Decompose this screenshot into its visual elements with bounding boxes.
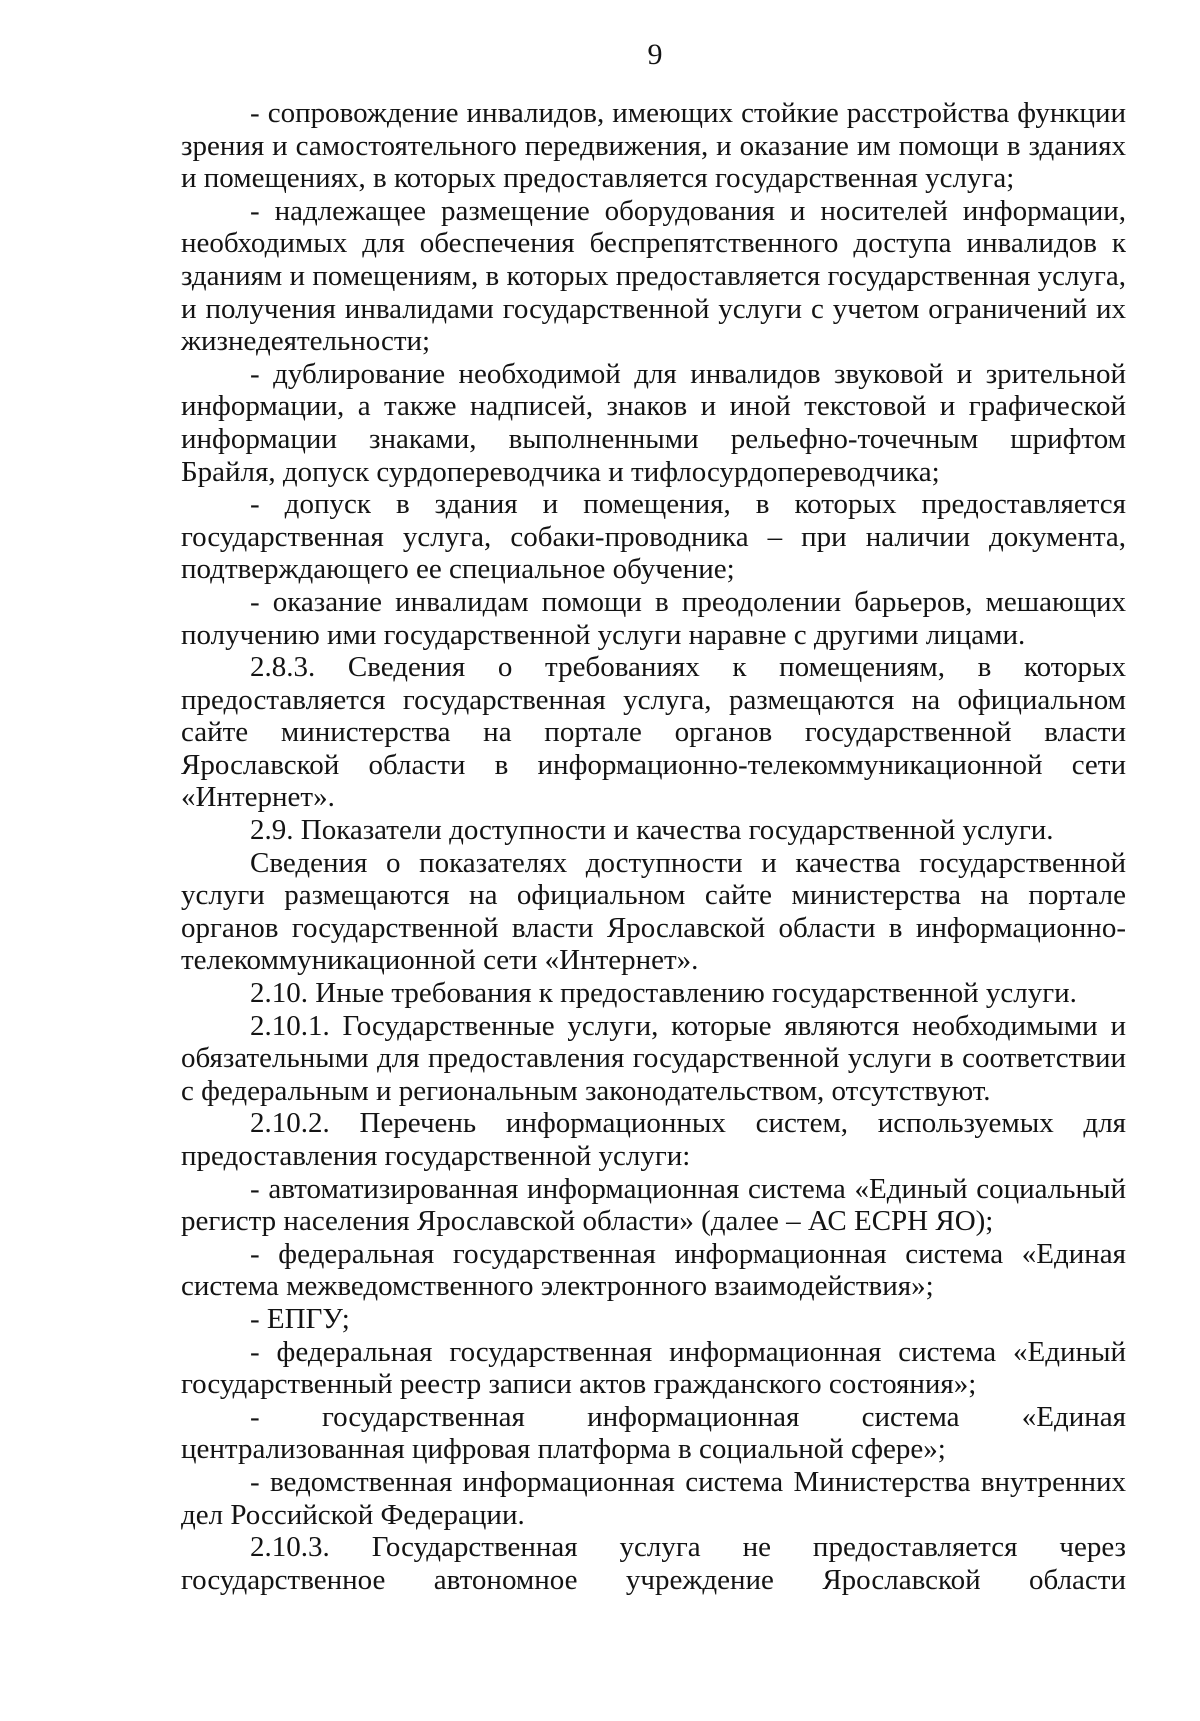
paragraph-escort-visually-impaired: - сопровождение инвалидов, имеющих стойкие расстройства функции зрения и самостоятельного передвижения, и оказание им помощи в зданиях и помещениях, в которых предоставляется государственная услуга; — [181, 97, 1126, 195]
paragraph-2-10-heading: 2.10. Иные требования к предоставлению государственной услуги. — [250, 977, 1077, 1010]
paragraph-equipment-placement: - надлежащее размещение оборудования и носителей информации, необходимых для обеспечения беспрепятственного доступа инвалидов к зданиям и помещениям, в которых предоставляется государственная услуга, и получения инвалидами государственной услуги с учетом ограничений их жизнедеятельности; — [181, 194, 1126, 358]
paragraph-2-9-heading: 2.9. Показатели доступности и качества государственной услуги. — [250, 814, 1054, 847]
page-number: 9 — [647, 38, 663, 71]
paragraph-2-10-1: 2.10.1. Государственные услуги, которые являются необходимыми и обязательными для предоставления государственной услуги в соответствии с федеральным и региональным законодательством, отсутствуют. — [181, 1009, 1126, 1107]
paragraph-guide-dog-access: - допуск в здания и помещения, в которых предоставляется государственная услуга, собаки-проводника – при наличии документа, подтверждающего ее специальное обучение; — [181, 488, 1126, 586]
paragraph-2-8-3: 2.8.3. Сведения о требованиях к помещениям, в которых предоставляется государственная услуга, размещаются на официальном сайте министерства на портале органов государственной власти Ярославской области в информационно-телекоммуникационной сети «Интернет». — [181, 651, 1126, 814]
list-item-smev: - федеральная государственная информационная система «Единая система межведомственного электронного взаимодействия»; — [181, 1237, 1126, 1303]
paragraph-2-10-2: 2.10.2. Перечень информационных систем, используемых для предоставления государственной услуги: — [181, 1107, 1126, 1172]
paragraph-2-10-3: 2.10.3. Государственная услуга не предоставляется через государственное автономное учреждение Ярославской области — [181, 1531, 1126, 1596]
paragraph-2-9-details: Сведения о показателях доступности и качества государственной услуги размещаются на официальном сайте министерства на портале органов государственной власти Ярославской области в информационно-телекоммуникационной сети «Интернет». — [181, 846, 1126, 977]
list-item-social-platform: - государственная информационная система «Единая централизованная цифровая платформа в социальной сфере»; — [181, 1400, 1126, 1466]
list-item-zags-registry: - федеральная государственная информационная система «Единый государственный реестр записи актов гражданского состояния»; — [181, 1335, 1126, 1401]
paragraph-barrier-assistance: - оказание инвалидам помощи в преодолении барьеров, мешающих получению ими государственной услуги наравне с другими лицами. — [181, 585, 1126, 651]
paragraph-braille-duplication: - дублирование необходимой для инвалидов звуковой и зрительной информации, а также надписей, знаков и иной текстовой и графической информации знаками, выполненными рельефно-точечным шрифтом Брайля, допуск сурдопереводчика и тифлосурдопереводчика; — [181, 357, 1126, 488]
document-body — [181, 97, 1126, 1596]
list-item-epgu: - ЕПГУ; — [250, 1302, 350, 1335]
list-item-as-esrn: - автоматизированная информационная система «Единый социальный регистр населения Ярославской области» (далее – АС ЕСРН ЯО); — [181, 1172, 1126, 1238]
list-item-mvd-system: - ведомственная информационная система Министерства внутренних дел Российской Федерации. — [181, 1465, 1126, 1531]
